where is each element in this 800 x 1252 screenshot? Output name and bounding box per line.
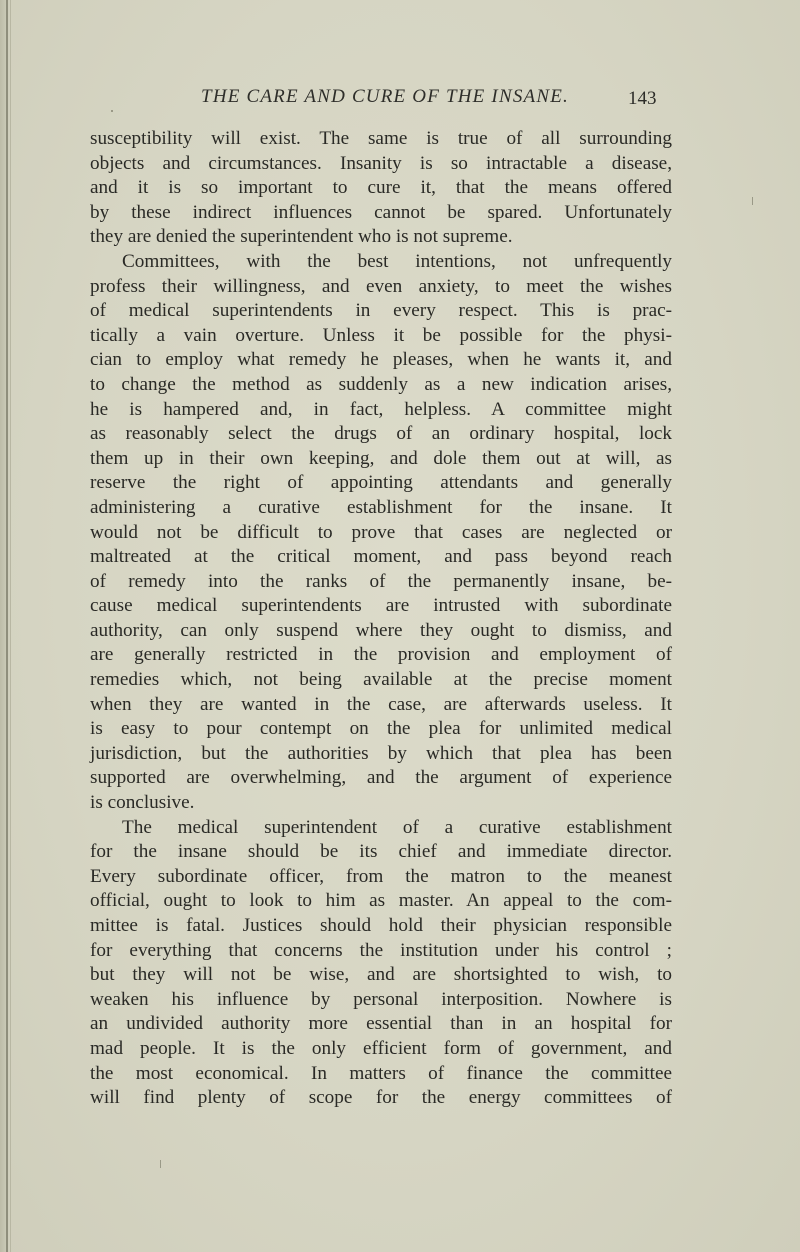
paper-speck xyxy=(111,110,113,112)
text-line: but they will not be wise, and are shortsighted to wish, to xyxy=(90,964,672,986)
text-line: remedies which, not being available at the precise moment xyxy=(90,669,672,691)
text-line: mad people. It is the only efficient form of government, and xyxy=(90,1037,672,1059)
text-line: are generally restricted in the provision and employment of xyxy=(90,644,672,666)
text-line: will find plenty of scope for the energy committees of xyxy=(90,1087,672,1109)
text-line: of medical superintendents in every respect. This is prac- xyxy=(90,300,672,322)
text-line: when they are wanted in the case, are afterwards useless. It xyxy=(90,693,672,715)
text-line: is conclusive. xyxy=(90,792,195,814)
text-line: susceptibility will exist. The same is true of all surrounding xyxy=(90,128,672,149)
text-line: and it is so important to cure it, that the means offered xyxy=(90,177,672,199)
text-line: mittee is fatal. Justices should hold their physician responsible xyxy=(90,915,672,936)
text-line: as reasonably select the drugs of an ordinary hospital, lock xyxy=(90,423,672,445)
text-line: he is hampered and, in fact, helpless. A committee might xyxy=(90,398,672,420)
text-line: them up in their own keeping, and dole them out at will, as xyxy=(90,447,672,469)
text-line: cause medical superintendents are intrusted with subordinate xyxy=(90,595,672,617)
text-line: to change the method as suddenly as a new indication arises, xyxy=(90,373,672,395)
text-line: jurisdiction, but the authorities by which that plea has been xyxy=(90,742,672,764)
text-line: maltreated at the critical moment, and pass beyond reach xyxy=(90,546,672,568)
text-line: weaken his influence by personal interposition. Nowhere is xyxy=(90,988,672,1010)
body-text xyxy=(90,127,672,1111)
binding-edge xyxy=(6,0,8,1252)
text-line: of remedy into the ranks of the permanently insane, be- xyxy=(90,570,672,592)
text-line: administering a curative establishment for the insane. It xyxy=(90,496,672,518)
text-line: tically a vain overture. Unless it be possible for the physi- xyxy=(90,324,672,346)
text-line: The medical superintendent of a curative establishment xyxy=(122,816,672,838)
text-line: supported are overwhelming, and the argument of experience xyxy=(90,767,672,789)
text-line: Every subordinate officer, from the matron to the meanest xyxy=(90,865,672,887)
text-line: Committees, with the best intentions, not unfrequently xyxy=(122,250,672,272)
text-line: they are denied the superintendent who is not supreme. xyxy=(90,226,513,248)
paper-speck xyxy=(160,1160,161,1168)
text-line: objects and circumstances. Insanity is so intractable a disease, xyxy=(90,152,672,174)
text-line: an undivided authority more essential than in an hospital for xyxy=(90,1013,672,1035)
page-number: 143 xyxy=(628,88,657,109)
text-line: would not be difficult to prove that cases are neglected or xyxy=(90,521,672,543)
text-line: profess their willingness, and even anxiety, to meet the wishes xyxy=(90,275,672,297)
paper-speck xyxy=(752,197,753,205)
text-line: is easy to pour contempt on the plea for unlimited medical xyxy=(90,718,672,740)
text-line: by these indirect influences cannot be spared. Unfortunately xyxy=(90,201,672,223)
text-line: for the insane should be its chief and immediate director. xyxy=(90,841,672,863)
text-line: the most economical. In matters of finance the committee xyxy=(90,1062,672,1084)
text-line: reserve the right of appointing attendants and generally xyxy=(90,472,672,494)
text-line: cian to employ what remedy he pleases, when he wants it, and xyxy=(90,349,672,371)
text-line: authority, can only suspend where they ought to dismiss, and xyxy=(90,619,672,641)
running-head: THE CARE AND CURE OF THE INSANE. xyxy=(201,86,569,107)
text-line: official, ought to look to him as master. An appeal to the com- xyxy=(90,890,672,912)
text-line: for everything that concerns the institution under his control ; xyxy=(90,939,672,961)
